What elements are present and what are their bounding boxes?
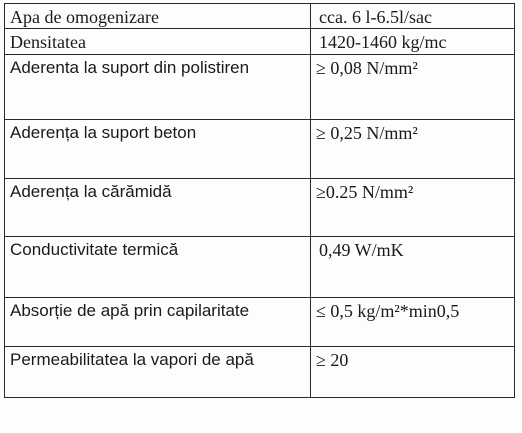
- value-cell: ≥ 0,25 N/mm²: [311, 120, 515, 179]
- value-cell: ≥ 20: [311, 347, 515, 398]
- property-cell: Permeabilitatea la vapori de apă: [5, 347, 311, 398]
- table-row: [5, 55, 515, 120]
- property-cell: Densitatea: [5, 29, 311, 55]
- property-cell: Absorție de apă prin capilaritate: [5, 298, 311, 347]
- specifications-table: [4, 3, 515, 398]
- table-row: [5, 4, 515, 29]
- property-cell: Apa de omogenizare: [5, 4, 311, 29]
- property-cell: Aderența la suport beton: [5, 120, 311, 179]
- value-cell: 1420-1460 kg/mc: [311, 29, 515, 55]
- value-cell: cca. 6 l-6.5l/sac: [311, 4, 515, 29]
- table-row: [5, 29, 515, 55]
- value-cell: ≥ 0,08 N/mm²: [311, 55, 515, 120]
- table-row: [5, 347, 515, 398]
- property-cell: Aderenta la suport din polistiren: [5, 55, 311, 120]
- table-row: [5, 237, 515, 298]
- value-cell: ≤ 0,5 kg/m²*min0,5: [311, 298, 515, 347]
- value-cell: 0,49 W/mK: [311, 237, 515, 298]
- table-row: [5, 179, 515, 237]
- table-row: [5, 298, 515, 347]
- value-cell: ≥0.25 N/mm²: [311, 179, 515, 237]
- table-row: [5, 120, 515, 179]
- property-cell: Conductivitate termică: [5, 237, 311, 298]
- property-cell: Aderența la cărămidă: [5, 179, 311, 237]
